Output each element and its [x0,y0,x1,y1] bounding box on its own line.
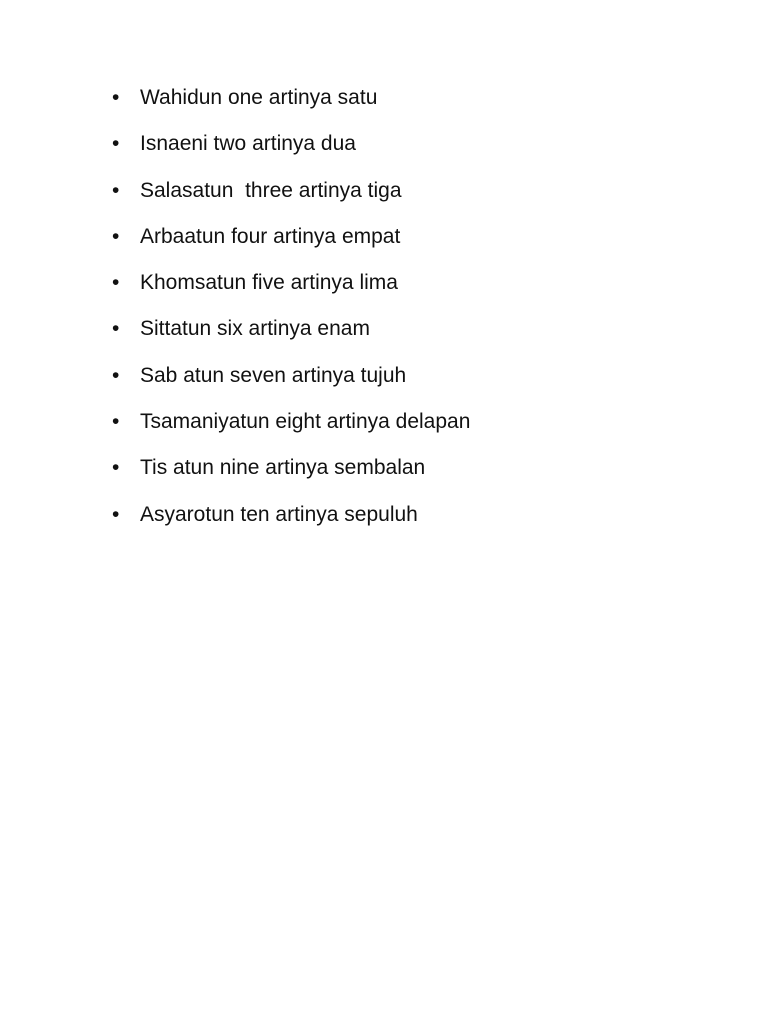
list-item [112,364,732,410]
list-item-text: Sittatun six artinya enam [140,317,370,341]
list-item-text: Arbaatun four artinya empat [140,224,401,248]
bullet-icon: • [112,86,120,109]
bullet-icon: • [112,132,120,156]
list-item [112,132,732,178]
list-item-text: Tis atun nine artinya sembalan [140,456,426,480]
list-item [112,86,732,132]
list-item-text: Khomsatun five artinya lima [140,271,398,295]
list-item [112,410,732,456]
bullet-icon: • [112,410,120,434]
bullet-icon: • [112,363,120,387]
bullet-icon: • [112,224,120,248]
list-item-text: Tsamaniyatun eight artinya delapan [140,410,471,434]
list-item-text: Sab atun seven artinya tujuh [140,363,407,387]
list-item [112,456,732,502]
list-item-text: Asyarotun ten artinya sepuluh [140,502,418,526]
list-item-text: Salasatun three artinya tiga [140,178,402,202]
list-item [112,271,732,317]
list-item [112,179,732,225]
list-item-text: Wahidun one artinya satu [140,86,378,109]
list-item [112,317,732,363]
bullet-icon: • [112,271,120,295]
list-item [112,225,732,271]
number-vocabulary-list [112,86,732,549]
list-item [112,503,732,549]
bullet-icon: • [112,178,120,202]
bullet-icon: • [112,502,120,526]
bullet-icon: • [112,456,120,480]
list-item-text: Isnaeni two artinya dua [140,132,356,156]
bullet-icon: • [112,317,120,341]
